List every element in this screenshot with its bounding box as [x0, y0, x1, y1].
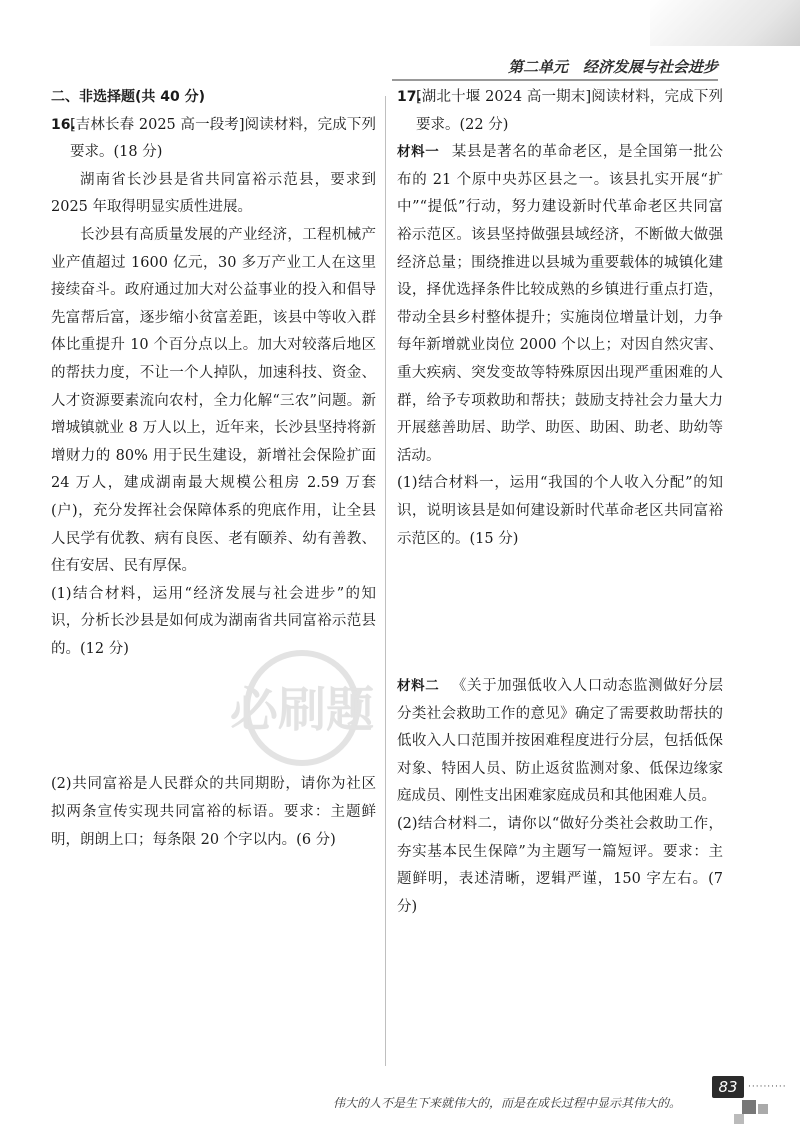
- left-column: [51, 84, 376, 854]
- square-decoration: [734, 1114, 744, 1124]
- q16-number: 16.: [51, 116, 76, 133]
- corner-decoration: [650, 0, 800, 46]
- q17-material-1: [397, 139, 723, 470]
- answer-space: [397, 553, 723, 673]
- dots-decoration: ··········: [748, 1082, 787, 1092]
- answer-space: [51, 663, 376, 771]
- material-2-label: 材料二: [397, 678, 440, 695]
- q16-paragraph-1: 湖南省长沙县是省共同富裕示范县，要求到 2025 年取得明显实质性进展。: [51, 171, 376, 216]
- q17-material-2: [397, 673, 723, 811]
- right-column: [397, 84, 723, 921]
- material-1-text: 某县是著名的革命老区，是全国第一批公布的 21 个原中央苏区县之一。该县扎实开展“扩中”“提低”行动，努力建设新时代革命老区共同富裕示范区。该县坚持做强县域经济，不断做大做强经济总量；围绕推进以县城为重要载体的城镇化建设，择优选择条件比较成熟的乡镇进行重点打造，带动全县乡村整体提升；实施岗位增量计划，力争每年新增就业岗位 2000 个以上；对因自然灾害、重大疾病、突发变故等特殊原因出现严重困难的人群，给予专项救助和帮扶；鼓励支持社会力量大力开展慈善助居、助学、助医、助困、助老、助幼等活动。: [397, 144, 724, 464]
- q16-sub-question-2: (2)共同富裕是人民群众的共同期盼，请你为社区拟两条宣传实现共同富裕的标语。要求：主题鲜明，朗朗上口；每条限 20 个字以内。(6 分): [51, 776, 376, 848]
- square-decoration: [758, 1104, 768, 1114]
- q17-sub-question-2: (2)结合材料二，请你以“做好分类社会救助工作，夯实基本民生保障”为主题写一篇短评。要求：主题鲜明，表述清晰，逻辑严谨，150 字左右。(7 分): [397, 816, 723, 915]
- section-title: 二、非选择题(共 40 分): [51, 89, 206, 105]
- footer-motto: 伟大的人不是生下来就伟大的，而是在成长过程中显示其伟大的。: [333, 1096, 682, 1110]
- q16-sub-question-1: (1)结合材料，运用“经济发展与社会进步”的知识，分析长沙县是如何成为湖南省共同富裕示范县的。(12 分): [51, 585, 376, 657]
- page-number: 83: [712, 1076, 744, 1098]
- q17-number: 17.: [397, 89, 422, 105]
- q17-stem: [397, 84, 723, 139]
- q16-stem: [51, 112, 376, 167]
- watermark-text: 必刷题: [229, 682, 375, 738]
- material-1-label: 材料一: [397, 144, 440, 161]
- material-2-text: 《关于加强低收入人口动态监测做好分层分类社会救助工作的意见》确定了需要救助帮扶的低收入人口范围并按困难程度进行分层，包括低保对象、特困人员、防止返贫监测对象、低保边缘家庭成员、刚性支出困难家庭成员和其他困难人员。: [397, 678, 724, 805]
- header-rule: [392, 79, 718, 81]
- square-decoration: [742, 1100, 756, 1114]
- q17-sub-question-1: (1)结合材料一，运用“我国的个人收入分配”的知识，说明该县是如何建设新时代革命老区共同富裕示范区的。(15 分): [397, 475, 723, 547]
- column-divider: [385, 96, 386, 1066]
- q16-paragraph-2: 长沙县有高质量发展的产业经济，工程机械产业产值超过 1600 亿元，30 多万产业工人在这里接续奋斗。政府通过加大对公益事业的投入和倡导先富帮后富，逐步缩小贫富差距，该县中等收入群体比重提升 10 个百分点以上。加大对较落后地区的帮扶力度，不让一个人掉队，加速科技、资金、人才资源要素流向农村，全力化解“三农”问题。新增城镇就业 8 万人以上，近年来，长沙县坚持将新增财力的 80% 用于民生建设，新增社会保险扩面 24 万人，建成湖南最大规模公租房 2.59 万套(户)，充分发挥社会保障体系的兜底作用，让全县人民学有优教、病有良医、老有颐养、幼有善教、住有安居、民有厚保。: [51, 226, 376, 575]
- unit-header-title: 第二单元 经济发展与社会进步: [507, 58, 718, 76]
- q16-stem-text: [吉林长春 2025 高一段考]阅读材料，完成下列要求。(18 分): [70, 116, 376, 161]
- q17-stem-text: [湖北十堰 2024 高一期末]阅读材料，完成下列要求。(22 分): [416, 89, 723, 133]
